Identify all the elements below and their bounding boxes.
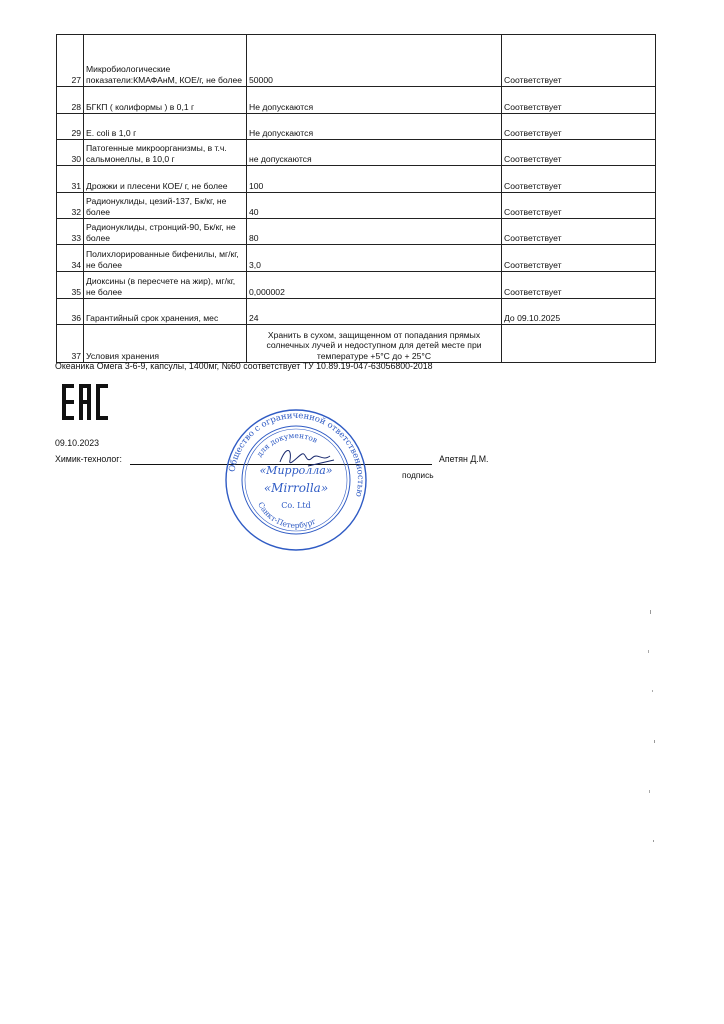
indicator-name: Патогенные микроорганизмы, в т.ч. сальмонеллы, в 10,0 г [84,140,247,166]
test-result: Соответствует [502,87,656,114]
test-result: Соответствует [502,272,656,299]
row-number: 32 [57,193,84,219]
table-row [57,219,656,245]
row-number: 27 [57,35,84,87]
norm-value: 40 [247,193,502,219]
test-result: Соответствует [502,35,656,87]
row-number: 28 [57,87,84,114]
norm-value: не допускаются [247,140,502,166]
table-row [57,272,656,299]
test-result: Соответствует [502,114,656,140]
indicator-name: Радионуклиды, стронций-90, Бк/кг, не более [84,219,247,245]
row-number: 36 [57,299,84,325]
test-result: Соответствует [502,140,656,166]
indicator-name: БГКП ( колиформы ) в 0,1 г [84,87,247,114]
table-row [57,87,656,114]
norm-value: Не допускаются [247,87,502,114]
test-result: Соответствует [502,166,656,193]
table-row [57,193,656,219]
eac-mark-icon [62,384,110,420]
scan-specks [600,600,670,900]
table-row [57,166,656,193]
row-number: 30 [57,140,84,166]
handwritten-signature [272,436,352,476]
row-number: 33 [57,219,84,245]
seal-company-ru: «Мирролла» [259,464,333,477]
table-row [57,140,656,166]
norm-value: Не допускаются [247,114,502,140]
table-row [57,114,656,140]
indicator-name: Радионуклиды, цезий-137, Бк/кг, не более [84,193,247,219]
norm-value: 3,0 [247,245,502,272]
table-row [57,35,656,87]
indicator-name: Гарантийный срок хранения, мес [84,299,247,325]
signature-caption: подпись [402,470,434,480]
row-number: 37 [57,325,84,363]
table-row [57,299,656,325]
norm-value: 100 [247,166,502,193]
table-row [57,325,656,363]
indicator-name: Дрожжи и плесени КОЕ/ г, не более [84,166,247,193]
specification-table [56,34,656,363]
indicator-name: Диоксины (в пересчете на жир), мг/кг, не более [84,272,247,299]
indicator-name: Микробиологические показатели:КМАФАнМ, КОЕ/г, не более [84,35,247,87]
seal-city-text: Санкт-Петербург [256,500,318,531]
row-number: 34 [57,245,84,272]
norm-value: 0,000002 [247,272,502,299]
signer-name: Апетян Д.М. [439,454,489,464]
test-result: До 09.10.2025 [502,299,656,325]
test-result: Соответствует [502,219,656,245]
norm-value: Хранить в сухом, защищенном от попадания прямых солнечных лучей и недоступном для детей месте при температуре +5°С до + 25°С [247,325,502,363]
conformity-statement: Океаника Омега 3-6-9, капсулы, 1400мг, №60 соответствует ТУ 10.89.19-047-63056800-2018 [55,361,433,371]
norm-value: 80 [247,219,502,245]
seal-company-en: «Mirrolla» [263,481,329,495]
indicator-name: Полихлорированные бифенилы, мг/кг, не более [84,245,247,272]
row-number: 29 [57,114,84,140]
seal-company-suffix: Co. Ltd [281,501,311,510]
test-result [502,325,656,363]
chemist-label: Химик-технолог: [55,454,122,464]
document-date: 09.10.2023 [55,438,100,448]
norm-value: 24 [247,299,502,325]
test-result: Соответствует [502,245,656,272]
indicator-name: E. coli в 1,0 г [84,114,247,140]
seal-outer-text: Общество с ограниченной ответственностью [227,410,366,498]
seal-inner-text: для документов [254,430,320,459]
row-number: 35 [57,272,84,299]
company-seal [224,408,368,552]
row-number: 31 [57,166,84,193]
norm-value: 50000 [247,35,502,87]
table-row [57,245,656,272]
indicator-name: Условия хранения [84,325,247,363]
test-result: Соответствует [502,193,656,219]
